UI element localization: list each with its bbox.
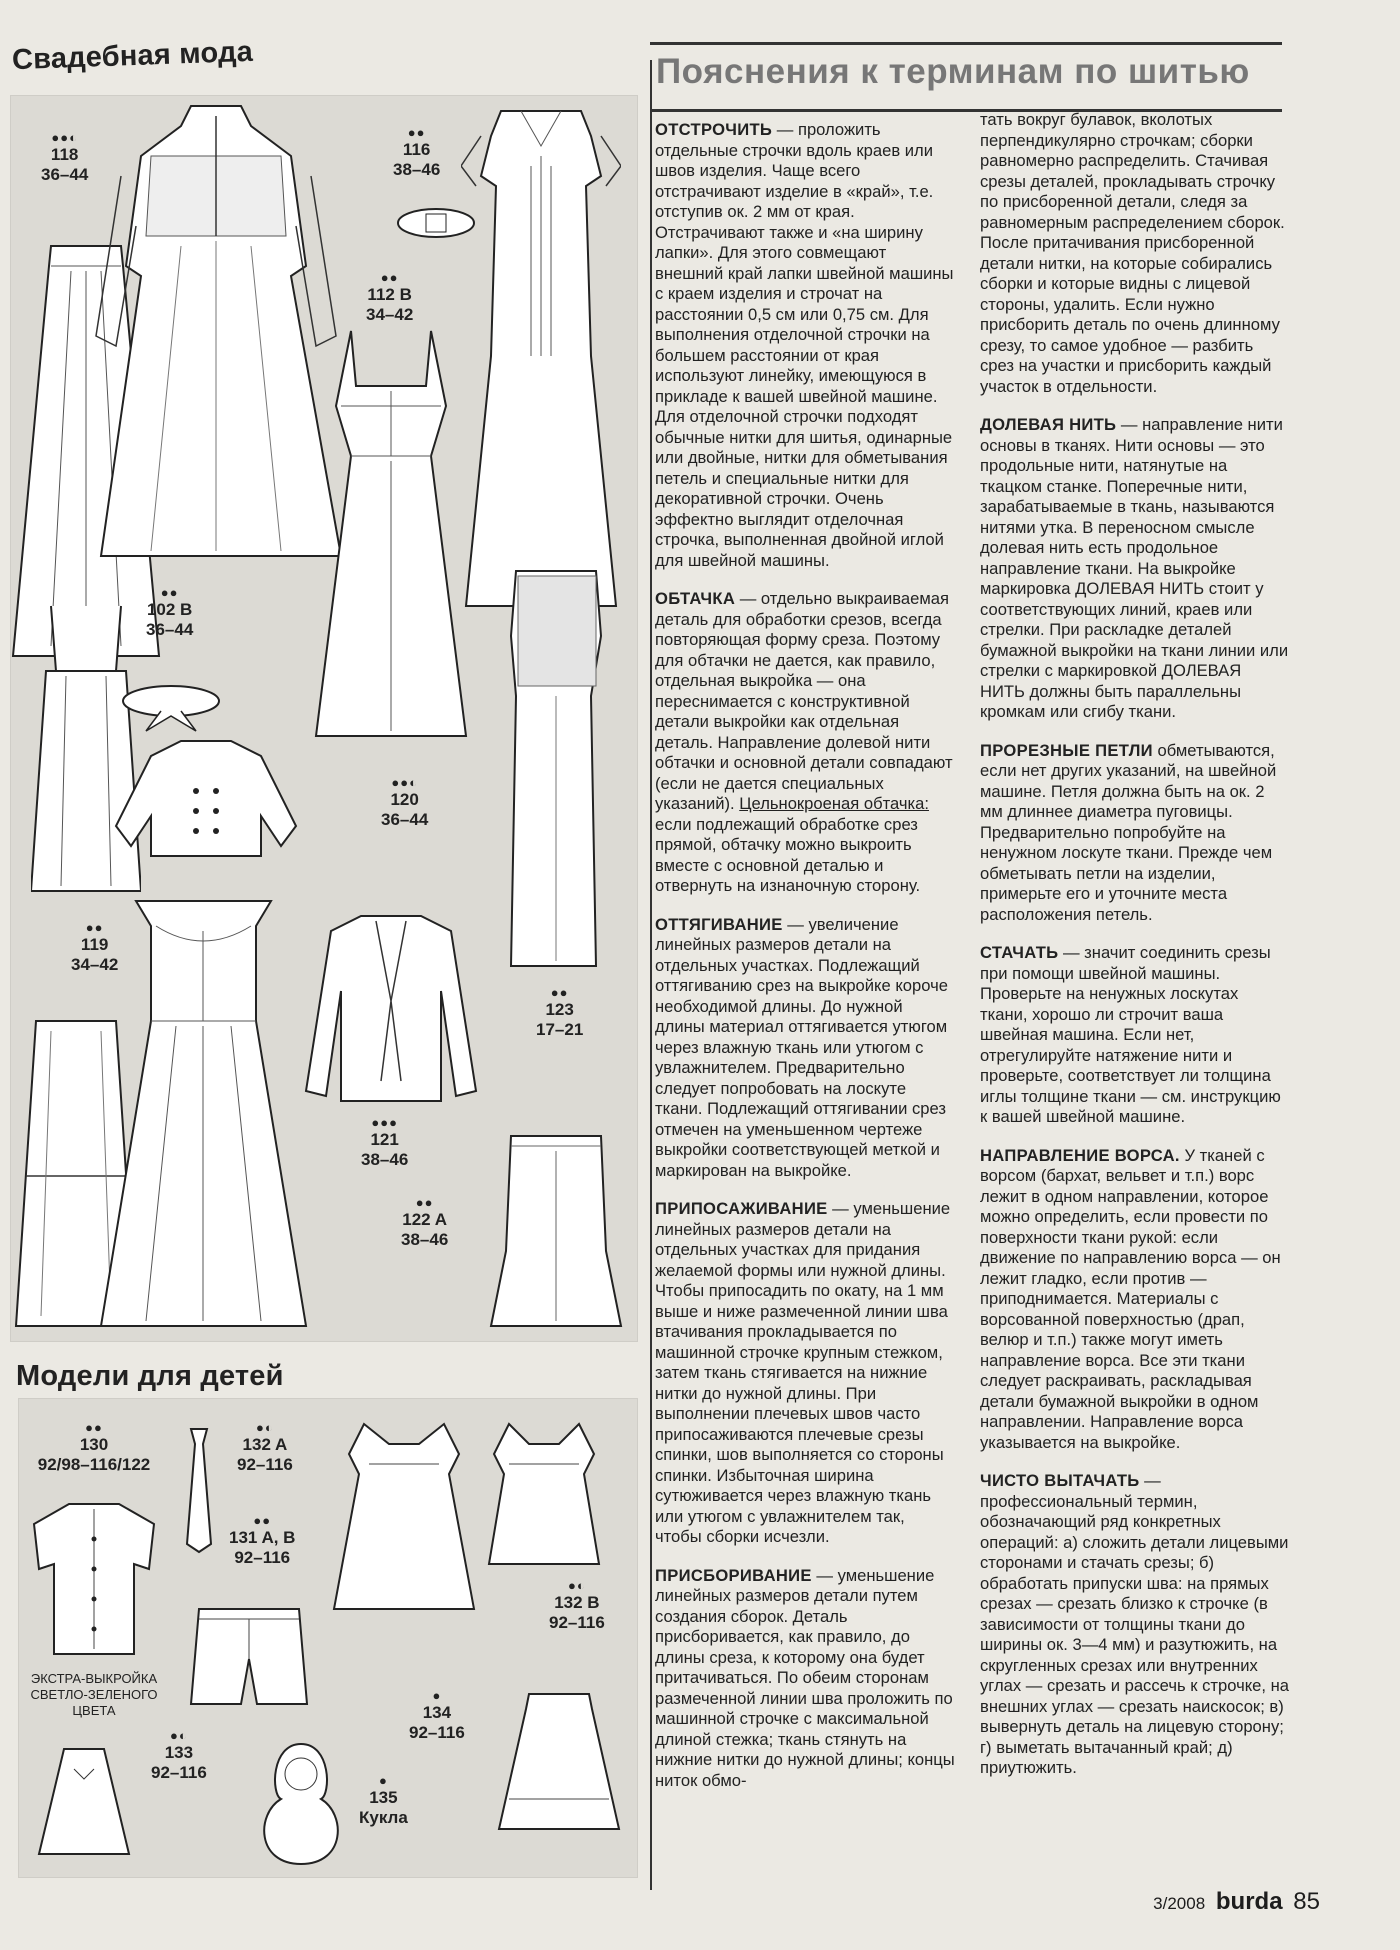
brand-logo: burda	[1215, 1888, 1283, 1915]
entry-otstrochit: ОТСТРОЧИТЬ — проложить отдельные строчки вдоль краев или швов изделия. Чаще всего отстрачивают изделие в «край», т.е. отступив ок. 2 мм от края. Отстрачивают также и «на ширину лапки». Для этого совмещают внешний край лапки швейной машины с краем изделия и строчат на расстоянии 0,5 см или 0,75 см. Для выполнения отделочной строчки на большем расстоянии от края используют линейку, имеющуюся в прикладе к вашей швейной машине. Для отделочной строчки подходят обычные нитки для шитья, одинарные или двойные, нитки для обметывания петель и специальные нитки для декоративной строчки. Очень эффектно выглядит отделочная строчка, выполненная двойной иглой для швейной машины.	[655, 120, 954, 570]
garment-dress-116	[461, 96, 621, 616]
model-label-123: ●● 123 17–21	[536, 985, 584, 1039]
model-label-122a: ●● 122 A 38–46	[401, 1195, 449, 1249]
issue-number: 3/2008	[1153, 1894, 1206, 1913]
entry-obtachka: ОБТАЧКА — отдельно выкраиваемая деталь для обработки срезов, всегда повторяющая форму среза. Поэтому для обтачки не дается, как правило, отдельная выкройка — она переснимается с конструктивной детали выкройки как отдельная деталь. Направление долевой нити обтачки и основной детали совпадают (если не дается специальных указаний). Цельнокроеная обтачка: если подлежащий обработке срез прямой, обтачку можно выкроить вместе с основной деталью и отвернуть на изнаночную сторону.	[655, 589, 953, 895]
entry-napravlenie-vorsa: НАПРАВЛЕНИЕ ВОРСА. У тканей с ворсом (бархат, вельвет и т.п.) ворс лежит в одном направлении, которое можно определить, если провести по поверхности ткани рукой: если движение по направлению ворса — он лежит гладко, если против — приподнимается. Материалы с ворсованной поверхностью (драп, велюр и т.п.) также могут иметь направление ворса. Все эти ткани следует раскраивать, раскладывая детали бумажной выкройки в одном направлении. Направление ворса указывается на выкройке.	[980, 1145, 1281, 1452]
model-label-118: ●●◐ 118 36–44	[41, 130, 89, 184]
glossary-title: Пояснения к терминам по шитью	[656, 52, 1250, 91]
garment-belt-116	[396, 206, 476, 241]
model-label-130: ●● 130 92/98–116/122	[37, 1420, 151, 1474]
garment-top-132b	[484, 1419, 604, 1569]
wedding-models-panel	[10, 95, 638, 1342]
model-label-102b: ●● 102 B 36–44	[146, 585, 194, 639]
model-label-132a: ●◐ 132 A 92–116	[237, 1420, 293, 1474]
garment-bow-belt-102b	[121, 681, 221, 736]
entry-chisto-vytachat: ЧИСТО ВЫТАЧАТЬ — профессиональный термин, обозначающий ряд конкретных операций: а) сложить детали лицевыми сторонами и стачать срезы; б) обработать припуски шва: на прямых срезах — срезать близко к строчке (в зависимости от толщины ткани до ширины ок. 3—4 мм) и разутюжить, на скругленных срезах или внутренних углах — срезать и рассечь к строчке, на внешних углах — срезать наискосок; в) вывернуть деталь на лицевую сторону; г) выметать вытачанный край; д) приутюжить.	[980, 1471, 1290, 1777]
page-footer	[1153, 1888, 1320, 1916]
glossary-column-2	[980, 110, 1290, 1797]
column-divider	[650, 60, 652, 1890]
garment-tie-130	[179, 1424, 219, 1554]
garment-gown-118	[91, 96, 341, 566]
entry-dolevaya-nit: ДОЛЕВАЯ НИТЬ — направление нити основы в тканях. Нити основы — это продольные нити, натянутые на ткацком станке. Поперечные нити, зарабатываемые в ткань, называются нитями утка. В переносном смысле долевая нить есть продольное направление ткани. На выкройке маркировка ДОЛЕВАЯ НИТЬ стоит у соответствующих линий, краев или стрелки. При раскладке деталей бумажной выкройки на ткани линии или стрелки с маркировкой ДОЛЕВАЯ НИТЬ должны быть параллельны кромкам или сгибу ткани.	[980, 415, 1289, 721]
model-label-135: ● 135 Кукла	[359, 1773, 408, 1827]
entry-ottyagivanie: ОТТЯГИВАНИЕ — увеличение линейных размеров детали на отдельных участках. Подлежащий оттягиванию срез на выкройке короче необходимой длины. До нужной длины материал оттягивается утюгом через влажную ткань или утюгом с увлажнителем. Предварительно следует попробовать на лоскуте ткани. Подлежащий оттягивании срез отмечен на уменьшенном чертеже выкройки соответствующей меткой и маркирован на выкройке.	[655, 914, 948, 1180]
garment-gown-119	[96, 896, 311, 1336]
garment-jacket-121	[301, 911, 481, 1111]
entry-proreznye-petli: ПРОРЕЗНЫЕ ПЕТЛИ обметываются, если нет других указаний, на швейной машине. Петля должна быть на ок. 2 мм длиннее диаметра пуговицы. Предварительно попробуйте на ненужном лоскуте ткани. Прежде чем обметывать петли на изделии, примерьте его и уточните места расположения петель.	[980, 740, 1277, 924]
entry-stachat: СТАЧАТЬ — значит соединить срезы при помощи швейной машины. Проверьте на ненужных лоскутах ткани, хорошо ли строчит ваша швейная машина. Если нет, отрегулируйте натяжение нити и проверьте, соответствует ли толщина иглы толщине ткани — см. инструкцию к вашей швейной машине.	[980, 943, 1281, 1126]
garment-dress-132a	[329, 1414, 479, 1614]
model-label-134: ● 134 92–116	[409, 1688, 465, 1742]
model-label-119: ●● 119 34–42	[71, 920, 119, 974]
entry-prisborivanie-cont: тать вокруг булавок, вколотых перпендикулярно строчкам; сборки равномерно распределить. Стачивая срезы деталей, прокладывать строчку по присборенной детали, следя за равномерным распределением сборок. После притачивания присборенной детали нитки, на которые собирались сборки и которые видны с лицевой стороны, удалить. Если нужно присборить деталь по очень длинному срезу, то самое удобное — разбить срез на участки и присборить каждый участок в отдельности.	[980, 110, 1285, 396]
garment-shirt-130	[29, 1499, 159, 1659]
garment-jacket-120	[111, 736, 301, 866]
garment-top-133	[34, 1744, 134, 1859]
garment-skirt-122a	[486, 1131, 626, 1331]
glossary-column-1	[655, 120, 955, 1809]
kids-section-title: Модели для детей	[16, 1360, 284, 1392]
model-label-121: ●●● 121 38–46	[361, 1115, 409, 1169]
garment-shorts-131	[189, 1604, 309, 1714]
model-label-112b: ●● 112 B 34–42	[366, 270, 414, 324]
garment-dress-112b	[306, 326, 476, 746]
garment-dress-123	[496, 566, 616, 976]
model-label-131: ●● 131 A, B 92–116	[229, 1513, 296, 1567]
extra-pattern-label: ЭКСТРА-ВЫКРОЙКА СВЕТЛО-ЗЕЛЕНОГО ЦВЕТА	[30, 1671, 158, 1718]
entry-priposazhivanie: ПРИПОСАЖИВАНИЕ — уменьшение линейных размеров детали на отдельных участках для придания желаемой формы или нужной длины. Чтобы припосадить по окату, на 1 мм выше и ниже размеченной линии шва втачивания прокладывается по машинной строчке крупным стежком, затем ткань стягивается на нижние нитки до нужной длины. При выполнении плечевых швов часто припосаживаются плечевые срезы спинки, шов выполняется со стороны спинки. Избыточная ширина сутюживается через влажную ткань или утюгом с увлажнителем так, чтобы сборки исчезли.	[655, 1199, 951, 1546]
page-number: 85	[1293, 1888, 1320, 1915]
model-label-132b: ●◐ 132 B 92–116	[549, 1578, 605, 1632]
model-label-133: ●◐ 133 92–116	[151, 1728, 207, 1782]
model-label-120: ●●◐ 120 36–44	[381, 775, 429, 829]
entry-prisborivanie: ПРИСБОРИВАНИЕ — уменьшение линейных размеров детали путем создания сборок. Деталь присборивается, как правило, до длины среза, к которому она будет притачиваться. По обеим сторонам размеченной линии шва проложить по машинной строчке с максимальной длиной стежка; ткань стянуть на нижние нитки до нужной длины; концы ниток обмо-	[655, 1565, 955, 1790]
model-label-116: ●● 116 38–46	[393, 125, 441, 179]
garment-doll-135	[251, 1739, 351, 1869]
kids-models-panel	[18, 1398, 638, 1878]
garment-skirt-134	[494, 1689, 624, 1839]
wedding-section-title: Свадебная мода	[11, 35, 254, 77]
